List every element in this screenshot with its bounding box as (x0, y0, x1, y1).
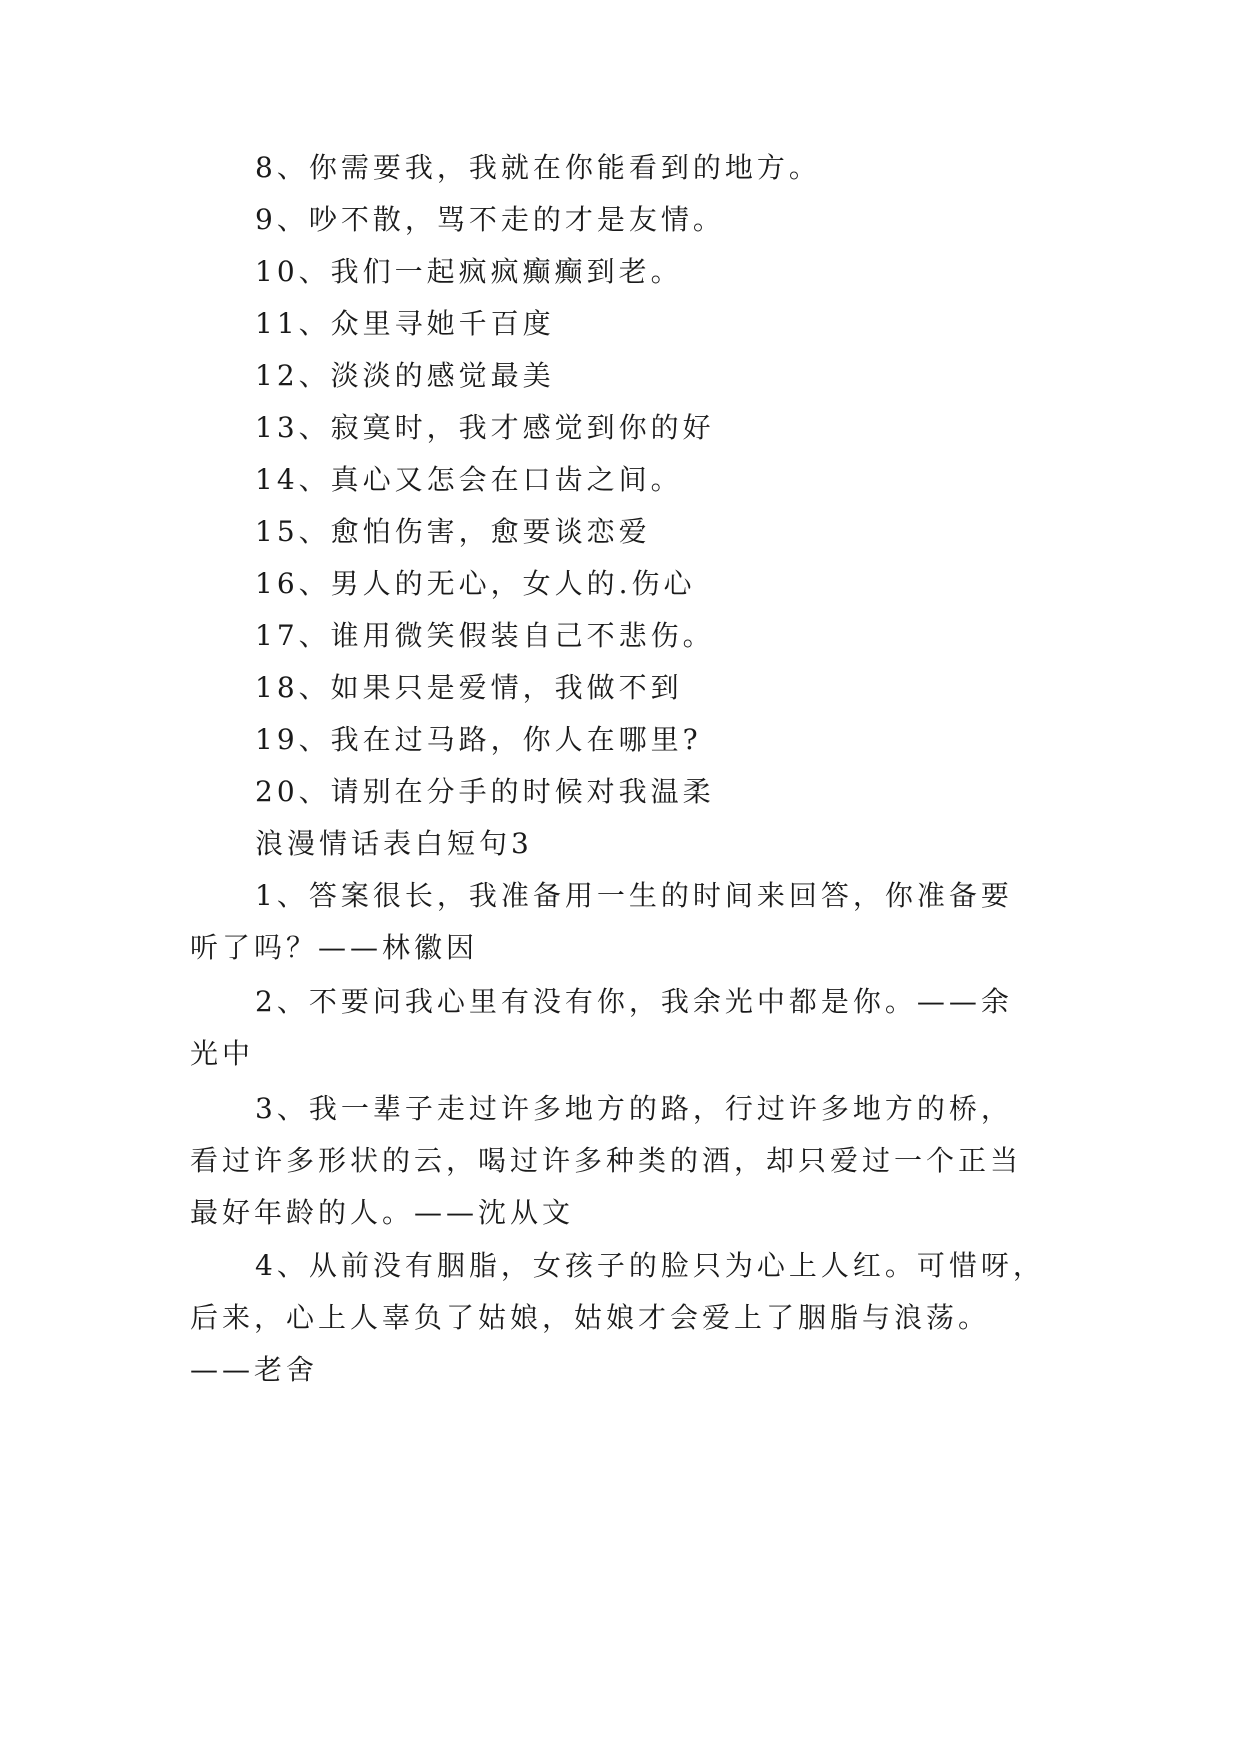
list-item: 19、我在过马路，你人在哪里? (255, 723, 702, 756)
list-item: 11、众里寻她千百度 (255, 307, 555, 340)
list-item: 14、真心又怎会在口齿之间。 (255, 463, 683, 496)
list-item: 12、淡淡的感觉最美 (255, 359, 555, 392)
quote-line: 后来，心上人辜负了姑娘，姑娘才会爱上了胭脂与浪荡。 (190, 1301, 991, 1334)
list-item: 17、谁用微笑假装自己不悲伤。 (255, 619, 715, 652)
quote-line: 3、我一辈子走过许多地方的路，行过许多地方的桥， (255, 1092, 1013, 1125)
list-item: 9、吵不散，骂不走的才是友情。 (255, 203, 725, 236)
quote-line: ——老舍 (190, 1353, 319, 1386)
list-item: 18、如果只是爱情，我做不到 (255, 671, 683, 704)
quote-line: 2、不要问我心里有没有你，我余光中都是你。——余 (255, 985, 1013, 1018)
quote-line: 看过许多形状的云，喝过许多种类的酒，却只爱过一个正当 (190, 1144, 1023, 1177)
quote-line: 听了吗？——林徽因 (190, 931, 479, 964)
quote-line: 光中 (190, 1037, 255, 1070)
list-item: 20、请别在分手的时候对我温柔 (255, 775, 715, 808)
section-title: 浪漫情话表白短句3 (255, 827, 533, 860)
list-item: 15、愈怕伤害，愈要谈恋爱 (255, 515, 651, 548)
list-item: 10、我们一起疯疯癫癫到老。 (255, 255, 683, 288)
quote-line: 1、答案很长，我准备用一生的时间来回答，你准备要 (255, 879, 1013, 912)
quote-line: 4、从前没有胭脂，女孩子的脸只为心上人红。可惜呀， (255, 1249, 1045, 1282)
list-item: 8、你需要我，我就在你能看到的地方。 (255, 151, 821, 184)
list-item: 13、寂寞时，我才感觉到你的好 (255, 411, 715, 444)
list-item: 16、男人的无心，女人的.伤心 (255, 567, 696, 600)
quote-line: 最好年龄的人。——沈从文 (190, 1196, 575, 1229)
